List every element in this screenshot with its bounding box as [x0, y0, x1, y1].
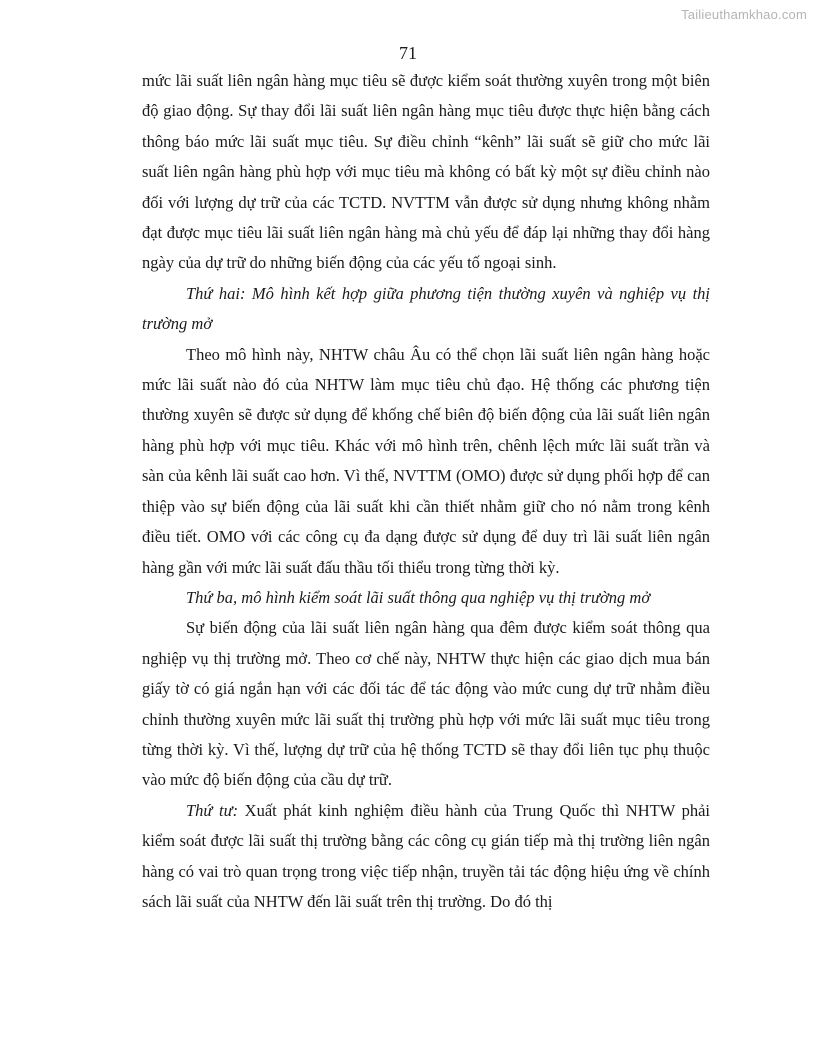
page-number: 71	[399, 43, 417, 63]
heading-thu-ba: Thứ ba, mô hình kiểm soát lãi suất thông qua nghiệp vụ thị trường mở	[186, 587, 651, 607]
paragraph-2: Theo mô hình này, NHTW châu Âu có thể chọn lãi suất liên ngân hàng hoặc mức lãi suất nào đó của NHTW làm mục tiêu chủ đạo. Hệ thống các phương tiện thường xuyên sẽ được sử dụng để khống chế biên độ biến động của lãi suất liên ngân hàng phù hợp với mục tiêu. Khác với mô hình trên, chênh lệch mức lãi suất trần và sàn của kênh lãi suất cao hơn. Vì thế, NVTTM (OMO) được sử dụng phối hợp để can thiệp vào sự biến động của lãi suất khi cần thiết nhằm giữ cho nó nằm trong kênh điều tiết. OMO với các công cụ đa dạng được sử dụng để duy trì lãi suất liên ngân hàng gần với mức lãi suất đấu thầu tối thiểu trong từng thời kỳ.	[142, 344, 710, 577]
paragraph-3: Sự biến động của lãi suất liên ngân hàng qua đêm được kiểm soát thông qua nghiệp vụ thị trường mở. Theo cơ chế này, NHTW thực hiện các giao dịch mua bán giấy tờ có giá ngắn hạn với các đối tác để tác động vào mức cung dự trữ nhằm điều chỉnh thường xuyên mức lãi suất thị trường phù hợp với mức lãi suất mục tiêu trong từng thời kỳ. Vì thế, lượng dự trữ của hệ thống TCTD sẽ thay đổi liên tục phụ thuộc vào mức độ biến động của cầu dự trữ.	[142, 618, 710, 790]
thu-tu-label: Thứ tư:	[186, 800, 239, 820]
document-body	[142, 66, 710, 917]
paragraph-4	[142, 796, 710, 918]
paragraph-1: mức lãi suất liên ngân hàng mục tiêu sẽ được kiểm soát thường xuyên trong một biên độ giao động. Sự thay đổi lãi suất liên ngân hàng mục tiêu được thực hiện bằng cách thông báo mức lãi suất mục tiêu. Sự điều chỉnh “kênh” lãi suất sẽ giữ cho mức lãi suất liên ngân hàng phù hợp với mục tiêu mà không có bất kỳ một sự điều chỉnh nào đối với lượng dự trữ của các TCTD. NVTTM vẫn được sử dụng nhưng không nhằm đạt được mục tiêu lãi suất liên ngân hàng mà chủ yếu để đáp lại những thay đổi hàng ngày của dự trữ do những biến động của các yếu tố ngoại sinh.	[142, 71, 710, 273]
paragraph-4-text: Xuất phát kinh nghiệm điều hành của Trung Quốc thì NHTW phải kiểm soát được lãi suất thị trường bằng các công cụ gián tiếp mà thị trường liên ngân hàng có vai trò quan trọng trong việc tiếp nhận, truyền tải tác động hiệu ứng về chính sách lãi suất của NHTW đến lãi suất trên thị trường. Do đó thị	[142, 800, 710, 911]
heading-thu-hai: Thứ hai: Mô hình kết hợp giữa phương tiện thường xuyên và nghiệp vụ thị trường mở	[142, 283, 710, 334]
watermark: Tailieuthamkhao.com	[681, 7, 807, 22]
